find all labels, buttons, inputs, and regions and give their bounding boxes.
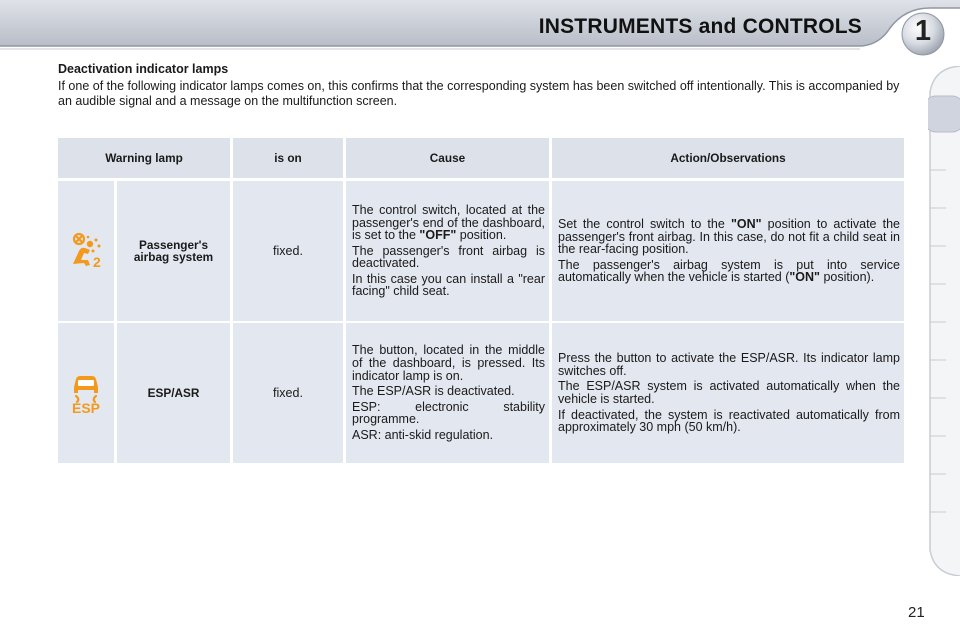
- cause-text: The button, located in the middle of the dashboard, is pressed. Its indicator lamp is on.: [352, 343, 545, 383]
- action-text: Press the button to activate the ESP/ASR. Its indicator lamp switches off.: [558, 351, 900, 378]
- table-row-action: [552, 181, 904, 321]
- table-row-cause: [346, 323, 549, 463]
- table-row-cause: [346, 181, 549, 321]
- header-action: Action/Observations: [552, 138, 904, 178]
- action-text: The passenger's airbag system is put into service automatically when the vehicle is started (: [558, 257, 900, 285]
- cause-text: position.: [456, 228, 507, 243]
- intro-paragraph: If one of the following indicator lamps comes on, this confirms that the corresponding system has been switched off intentionally. This is accompanied by an audible signal and a message on the multifunction screen.: [58, 79, 900, 108]
- chapter-badge: [900, 11, 946, 57]
- table-row-icon-cell: [58, 181, 114, 321]
- cause-text: ESP: electronic stability programme.: [352, 399, 545, 427]
- header-is-on: is on: [233, 138, 343, 178]
- chapter-number: 1: [914, 15, 932, 47]
- esp-asr-off-icon: [66, 371, 106, 415]
- cause-text: The ESP/ASR is deactivated.: [352, 384, 515, 399]
- action-text: If deactivated, the system is reactivated automatically from approximately 30 mph (50 km/h).: [558, 407, 900, 435]
- action-text: The ESP/ASR system is activated automatically when the vehicle is started.: [558, 379, 900, 406]
- table-row-lamp-name: [117, 181, 230, 321]
- page-title: INSTRUMENTS and CONTROLS: [538, 15, 862, 38]
- table-row-state: fixed.: [233, 323, 343, 463]
- lamp-name-label: Passenger's airbag system: [133, 238, 214, 264]
- table-row-lamp-name: ESP/ASR: [117, 323, 230, 463]
- table-row-action: [552, 323, 904, 463]
- cause-text: ASR: anti-skid regulation.: [352, 427, 494, 442]
- action-text: Set the control switch to the: [558, 217, 731, 232]
- svg-text:2: 2: [93, 254, 101, 270]
- active-chapter-tab[interactable]: [928, 96, 960, 132]
- action-on-highlight: "ON": [730, 217, 762, 232]
- section-title: Deactivation indicator lamps: [58, 62, 229, 76]
- action-on-highlight: "ON": [789, 270, 820, 285]
- page-number: 21: [908, 604, 925, 621]
- passenger-airbag-off-icon: [66, 231, 106, 271]
- action-text: position).: [819, 270, 875, 285]
- header-cause: Cause: [346, 138, 549, 178]
- table-row-state: fixed.: [233, 181, 343, 321]
- action-text: position to activate the passenger's front airbag. In this case, do not fit a child seat in the rear-facing position.: [558, 217, 901, 257]
- chapter-tab-rail: [928, 66, 960, 576]
- cause-text: The passenger's front airbag is deactivated.: [352, 243, 545, 271]
- cause-off-highlight: "OFF": [419, 228, 457, 243]
- header-warning-lamp: Warning lamp: [58, 138, 230, 178]
- table-row-icon-cell: [58, 323, 114, 463]
- cause-text: The control switch, located at the passenger's end of the dashboard, is set to the: [352, 202, 545, 243]
- page-header: [0, 0, 960, 52]
- cause-text: In this case you can install a "rear facing" child seat.: [352, 271, 545, 299]
- svg-text:ESP: ESP: [71, 400, 101, 415]
